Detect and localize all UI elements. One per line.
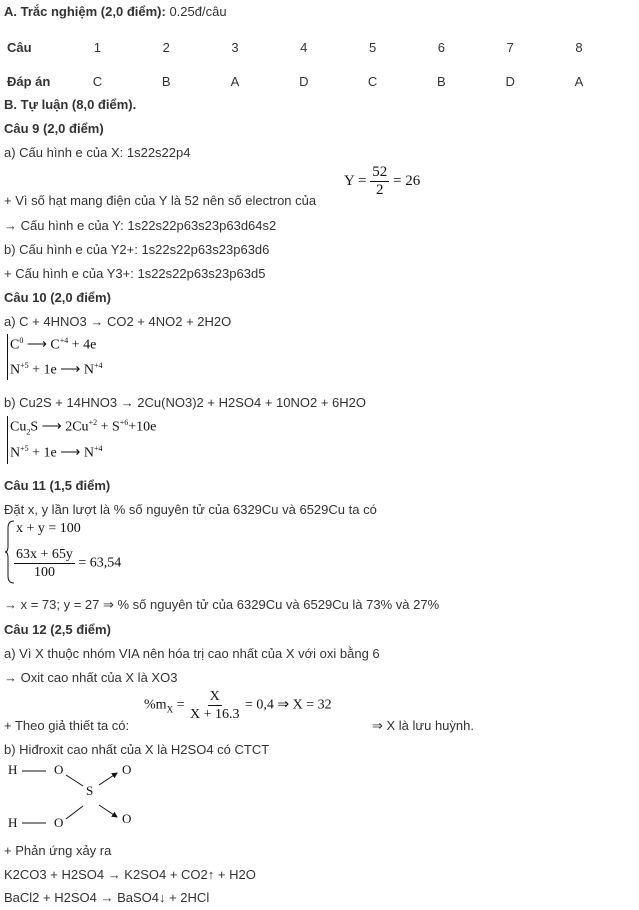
- part-a-heading-line: [4, 4, 227, 20]
- q10-b-l2-left-sup: +5: [20, 444, 29, 453]
- answer-row: [4, 64, 613, 98]
- q9-fraction: [370, 164, 389, 199]
- q12-eq-lhs-sub: X: [166, 704, 174, 715]
- q9-config-y3: + Cấu hình e của Y3+: 1s22s22p63s23p63d5: [4, 266, 266, 281]
- q11-numerator: 63x + 65y: [16, 547, 73, 562]
- answer-cell: B: [161, 73, 171, 89]
- q12-title: Câu 12 (2,5 điểm): [4, 622, 111, 637]
- q10-b-l1-r1-sup: +2: [88, 418, 98, 427]
- q10-b-l1-left: Cu: [10, 419, 27, 435]
- answer-cell: A: [230, 73, 240, 89]
- q12-fraction: [188, 688, 242, 723]
- answer-cell: D: [505, 73, 515, 89]
- answer-cell: C: [367, 73, 378, 89]
- q11-denominator: 100: [33, 565, 55, 580]
- q10-b-l2-mid: + 1e: [32, 445, 57, 461]
- q11-sys-rhs: = 63,54: [78, 555, 122, 571]
- q10-b-l2-right: N: [83, 445, 94, 461]
- q10-a-l1-tail: + 4e: [71, 337, 97, 353]
- struct-bonds: [0, 755, 140, 835]
- q12-eq-lhs: %m: [144, 697, 167, 713]
- q10-b-l1-arrow: ⟶: [41, 419, 62, 435]
- q10-b-half1: [10, 418, 156, 436]
- q9-part-b: b) Cấu hình e của Y2+: 1s22s22p63s23p63d6: [4, 242, 270, 257]
- q12-denominator: X + 16.3: [189, 707, 240, 722]
- question-number: 1: [93, 39, 102, 55]
- q10-a-l1-left-sup: 0: [19, 336, 24, 345]
- q10-a-l2-left: N: [10, 362, 21, 378]
- q10-b-half2: [10, 444, 102, 462]
- q9-part-a: a) Cấu hình e của X: 1s22s22p4: [4, 145, 191, 160]
- q10-b-l1-r2: + S: [100, 419, 120, 435]
- part-b-heading: B. Tự luận (8,0 điểm).: [4, 97, 137, 112]
- q10-b-l1-r2-sup: +6: [119, 418, 129, 427]
- question-number: 6: [437, 39, 445, 55]
- q10-part-b: b) Cu2S + 14HNO3 → 2Cu(NO3)2 + H2SO4 + 10NO2 + 6H2O: [4, 395, 367, 410]
- answer-table: [4, 30, 613, 98]
- q12-equation: [144, 688, 332, 723]
- q10-a-l1-arrow: ⟶: [26, 337, 47, 353]
- q12-part-b: b) Hiđroxit cao nhất của X là H2SO4 có CTCT: [4, 742, 270, 757]
- q9-title: Câu 9 (2,0 điểm): [4, 121, 104, 136]
- struct-o-bottom: O: [54, 815, 64, 830]
- question-row-label: Câu: [7, 39, 32, 55]
- q10-b-l2-left: N: [10, 445, 21, 461]
- bond-s-o-upper-arrow: [99, 773, 117, 785]
- q9-eq-numerator: 52: [372, 164, 388, 180]
- answer-cell: C: [92, 73, 103, 89]
- question-number: 8: [575, 39, 583, 55]
- q10-b-brace: [7, 416, 8, 464]
- q10-a-half1: [10, 336, 96, 354]
- q10-a-brace: [7, 334, 8, 380]
- bond-o-s-top: [66, 775, 83, 786]
- part-a-heading: A. Trắc nghiệm (2,0 điểm):: [4, 4, 166, 19]
- q10-b-l2-arrow: ⟶: [60, 445, 81, 461]
- struct-o-lower-right: O: [122, 811, 132, 826]
- q11-sys-eq2: [14, 546, 121, 581]
- q9-eq-rhs: = 26: [393, 172, 421, 189]
- answer-cell: B: [437, 73, 446, 89]
- q12-oxide: → Oxit cao nhất của X là XO3: [4, 670, 178, 685]
- q10-b-l1-left-sub: 2: [26, 427, 31, 437]
- q12-reaction-1: K2CO3 + H2SO4 → K2SO4 + CO2↑ + H2O: [4, 867, 256, 882]
- q10-a-l2-arrow: ⟶: [60, 362, 81, 378]
- q9-equation: [344, 164, 420, 199]
- q12-reaction-2: BaCl2 + H2SO4 → BaSO4↓ + 2HCl: [4, 890, 210, 905]
- q12-eq-rhs: = 0,4 ⇒ X = 32: [244, 697, 332, 713]
- q12-part-a: a) Vì X thuộc nhóm VIA nên hóa trị cao nhất của X với oxi bằng 6: [4, 646, 380, 661]
- struct-o-top: O: [54, 762, 64, 777]
- q10-b-l2-right-sup: +4: [93, 444, 103, 453]
- q10-a-l1-left: C: [10, 337, 20, 353]
- question-number: 4: [300, 39, 308, 55]
- question-row: [4, 30, 613, 64]
- question-number: 5: [368, 39, 377, 55]
- answer-row-label: Đáp án: [7, 73, 51, 89]
- struct-h-bottom: H: [8, 815, 18, 830]
- q10-a-l2-left-sup: +5: [20, 361, 29, 370]
- q11-intro: Đặt x, y lần lượt là % số nguyên tử của 6329Cu và 6529Cu ta có: [4, 502, 377, 517]
- struct-h-top: H: [8, 762, 18, 777]
- q11-sys-eq1: x + y = 100: [16, 521, 81, 536]
- struct-s: S: [86, 783, 94, 798]
- q10-a-l2-right: N: [83, 362, 94, 378]
- q10-a-l1-right-sup: +4: [59, 336, 69, 345]
- q9-eq-lhs: Y =: [344, 172, 367, 189]
- q12-numerator: X: [209, 689, 220, 704]
- question-number: 7: [506, 39, 514, 55]
- question-number: 2: [162, 39, 170, 55]
- q11-title: Câu 11 (1,5 điểm): [4, 478, 111, 493]
- q11-fraction: [14, 546, 75, 581]
- bond-o-s-bottom: [66, 806, 83, 819]
- q12-eq-equal: =: [176, 697, 185, 713]
- q10-b-l1-r1: 2Cu: [65, 419, 89, 435]
- q9-config-y: → Cấu hình e của Y: 1s22s22p63s23p63d64s2: [4, 218, 277, 233]
- part-a-points: 0.25đ/câu: [169, 4, 227, 19]
- q10-a-l1-right: C: [50, 337, 60, 353]
- q12-reactions-intro: + Phản ứng xảy ra: [4, 843, 112, 858]
- q10-a-l2-mid: + 1e: [32, 362, 57, 378]
- q12-assume: + Theo giả thiết ta có:: [4, 718, 130, 733]
- answer-cell: D: [299, 73, 309, 89]
- q10-a-half2: [10, 361, 102, 379]
- q12-conclusion: ⇒ X là lưu huỳnh.: [372, 718, 474, 733]
- bond-s-o-lower-arrow: [99, 805, 117, 817]
- q11-result: → x = 73; y = 27 ⇒ % số nguyên tử của 6329Cu và 6529Cu là 73% và 27%: [4, 597, 440, 612]
- q9-electron-text: + Vì số hạt mang điện của Y là 52 nên số electron của: [4, 193, 317, 208]
- q9-eq-denominator: 2: [376, 182, 384, 198]
- q10-title: Câu 10 (2,0 điểm): [4, 290, 111, 305]
- struct-o-upper-right: O: [122, 762, 132, 777]
- q10-b-l1-r3: +10e: [128, 419, 157, 435]
- q10-part-a: a) C + 4HNO3 → CO2 + 4NO2 + 2H2O: [4, 314, 232, 329]
- q10-a-l2-right-sup: +4: [93, 361, 103, 370]
- answer-cell: A: [574, 73, 584, 89]
- question-number: 3: [231, 39, 239, 55]
- q10-b-l1-left-tail: S: [30, 419, 39, 435]
